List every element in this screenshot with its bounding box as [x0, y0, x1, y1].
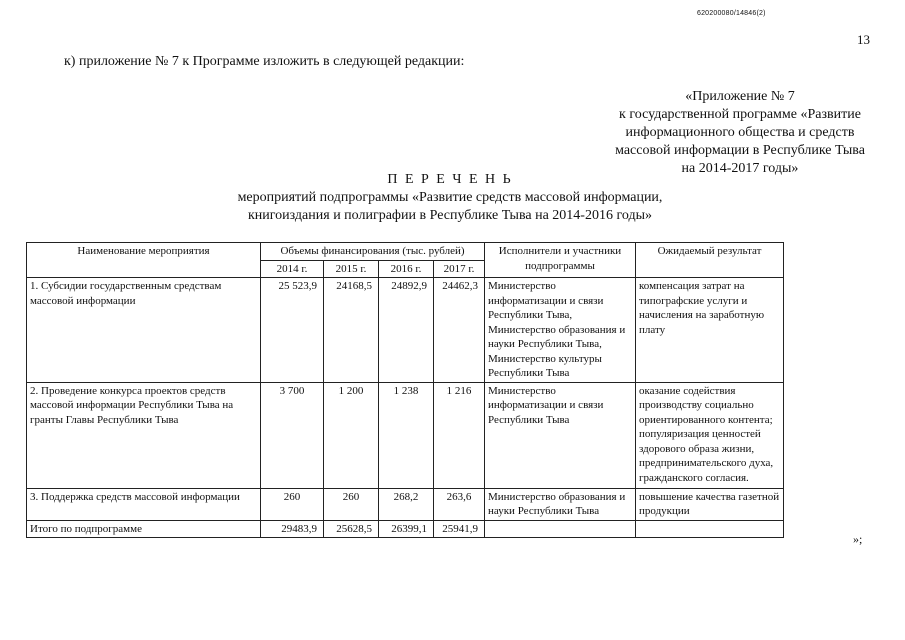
row-value: 24462,3: [434, 278, 485, 383]
row-name: 2. Проведение конкурса проектов средств массовой информации Республики Тыва на гранты Главы Республики Тыва: [27, 382, 261, 488]
row-value: 260: [324, 488, 379, 520]
table-total-row: [27, 520, 784, 538]
document-subtitle: [150, 189, 750, 225]
row-value: 1 200: [324, 382, 379, 488]
row-name: 1. Субсидии государственным средствам массовой информации: [27, 278, 261, 383]
total-value: 25628,5: [324, 520, 379, 538]
total-value: 29483,9: [261, 520, 324, 538]
header-result: Ожидаемый результат: [636, 243, 784, 278]
table-header-row: [27, 243, 784, 261]
total-value: 26399,1: [379, 520, 434, 538]
header-funding: Объемы финансирования (тыс. рублей): [261, 243, 485, 261]
document-code: 620200080/14846(2): [697, 10, 766, 17]
appendix-line: на 2014-2017 годы»: [681, 161, 799, 176]
appendix-line: «Приложение № 7: [685, 89, 795, 104]
row-executors: Министерство образования и науки Республики Тыва: [485, 488, 636, 520]
appendix-line: информационного общества и средств: [625, 125, 855, 140]
subtitle-line: книгоиздания и полиграфии в Республике Тыва на 2014-2016 годы»: [247, 208, 652, 223]
row-result: компенсация затрат на типографские услуги и начисления на заработную плату: [636, 278, 784, 383]
table-row: [27, 488, 784, 520]
row-value: 1 216: [434, 382, 485, 488]
row-value: 263,6: [434, 488, 485, 520]
header-executors: Исполнители и участники подпрограммы: [485, 243, 636, 278]
page-number: 13: [857, 32, 870, 47]
table-row: [27, 278, 784, 383]
header-name: Наименование мероприятия: [27, 243, 261, 278]
row-value: 3 700: [261, 382, 324, 488]
row-value: 24168,5: [324, 278, 379, 383]
total-executors-empty: [485, 520, 636, 538]
row-value: 25 523,9: [261, 278, 324, 383]
header-year: 2014 г.: [261, 260, 324, 278]
row-value: 268,2: [379, 488, 434, 520]
row-result: повышение качества газетной продукции: [636, 488, 784, 520]
row-name: 3. Поддержка средств массовой информации: [27, 488, 261, 520]
subtitle-line: мероприятий подпрограммы «Развитие средств массовой информации,: [237, 190, 663, 205]
row-executors: Министерство информатизации и связи Республики Тыва: [485, 382, 636, 488]
table-row: [27, 382, 784, 488]
row-value: 1 238: [379, 382, 434, 488]
measures-table: [26, 242, 784, 538]
instruction-text: к) приложение № 7 к Программе изложить в следующей редакции:: [64, 54, 465, 69]
document-heading: П Е Р Е Ч Е Н Ь: [387, 172, 513, 187]
header-year: 2015 г.: [324, 260, 379, 278]
total-value: 25941,9: [434, 520, 485, 538]
total-label: Итого по подпрограмме: [27, 520, 261, 538]
header-year: 2017 г.: [434, 260, 485, 278]
row-result: оказание содействия производству социально ориентированного контента; популяризация ценностей здорового образа жизни, предпринимательского духа, гражданского согласия.: [636, 382, 784, 488]
appendix-line: к государственной программе «Развитие: [619, 107, 861, 122]
row-executors: Министерство информатизации и связи Республики Тыва, Министерство образования и науки Республики Тыва, Министерство культуры Республики Тыва: [485, 278, 636, 383]
row-value: 24892,9: [379, 278, 434, 383]
appendix-line: массовой информации в Республике Тыва: [615, 143, 865, 158]
closing-quote: »;: [853, 532, 863, 546]
total-result-empty: [636, 520, 784, 538]
appendix-reference: [560, 88, 905, 178]
header-year: 2016 г.: [379, 260, 434, 278]
row-value: 260: [261, 488, 324, 520]
